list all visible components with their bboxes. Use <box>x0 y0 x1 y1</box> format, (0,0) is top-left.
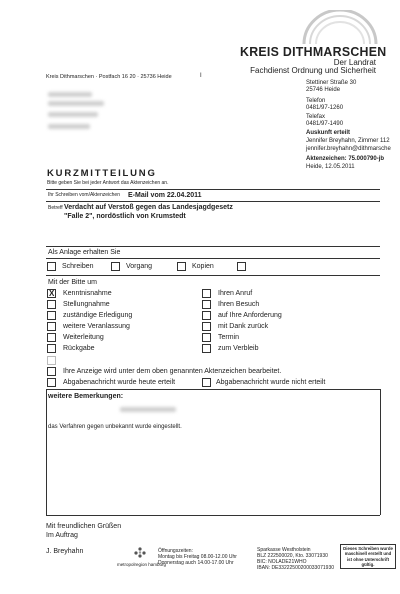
redacted-recipient-line <box>48 101 104 106</box>
form-rule <box>46 275 380 276</box>
request-label: Mit der Bitte um <box>48 279 98 286</box>
address-street: Stettiner Straße 30 <box>306 80 357 86</box>
request-label-besuch: Ihren Besuch <box>218 301 260 308</box>
request-label-veranlassung: weitere Veranlassung <box>63 323 130 330</box>
request-checkbox-verbleib[interactable] <box>202 344 211 353</box>
request-label-anforderung: auf Ihre Anforderung <box>218 312 282 319</box>
request-label-kenntnisnahme: Kenntnisnahme <box>63 290 112 297</box>
remarks-border-left <box>46 389 47 515</box>
landrat-title: Der Landrat <box>333 58 376 67</box>
request-checkbox-erledigung[interactable] <box>47 311 56 320</box>
request-checkbox-anforderung[interactable] <box>202 311 211 320</box>
attachment-checkbox-letter[interactable] <box>47 262 56 271</box>
bank-name: Sparkasse Westholstein <box>257 547 311 553</box>
request-label-stellungnahme: Stellungnahme <box>63 301 110 308</box>
form-rule <box>46 189 380 190</box>
reference-number: Aktenzeichen: 75.000790-jb <box>306 156 385 162</box>
request-checkbox-dank[interactable] <box>202 322 211 331</box>
request-label-termin: Termin <box>218 334 240 341</box>
request-checkbox-kenntnisnahme[interactable] <box>47 289 56 298</box>
status-checkbox-sent-today[interactable] <box>47 378 56 387</box>
fax-label: Telefax <box>306 114 326 120</box>
attachment-label-file: Vorgang <box>126 263 153 270</box>
attachment-checkbox-other[interactable] <box>237 262 246 271</box>
phone-number: 0481/97-1260 <box>306 105 344 111</box>
redacted-recipient-line <box>48 112 98 117</box>
status-processed: Ihre Anzeige wird unter dem oben genannten Aktenzeichen bearbeitet. <box>63 368 282 375</box>
logo-arc-icon <box>298 10 380 46</box>
form-rule <box>46 201 380 202</box>
closing-signature: J. Breyhahn <box>46 548 84 555</box>
contact-name: Jennifer Breyhahn, Zimmer 112 <box>306 138 390 144</box>
attachment-checkbox-copies[interactable] <box>177 262 186 271</box>
request-checkbox-termin[interactable] <box>202 333 211 342</box>
address-city: 25746 Heide <box>306 87 341 93</box>
sender-mark: I <box>200 73 202 79</box>
memo-note: Bitte geben Sie bei jeder Antwort das Aktenzeichen an. <box>47 180 169 186</box>
letter-date: Heide, 12.05.2011 <box>306 164 355 170</box>
remarks-border-right <box>380 389 381 515</box>
request-label-rueckgabe: Rückgabe <box>63 345 95 352</box>
machine-notice: Dieses Schreiben wurde maschinell erstellt und ist ohne Unterschrift gültig. <box>340 544 396 569</box>
request-checkbox-stellungnahme[interactable] <box>47 300 56 309</box>
phone-label: Telefon <box>306 98 326 104</box>
remarks-label: weitere Bemerkungen: <box>48 393 124 400</box>
status-sent-today: Abgabenachricht wurde heute erteilt <box>63 379 176 386</box>
status-checkbox-blank[interactable] <box>47 356 56 365</box>
closing-greeting: Mit freundlichen Grüßen <box>46 523 122 530</box>
hours-title: Öffnungszeiten: <box>158 548 193 554</box>
redacted-recipient-line <box>48 124 90 129</box>
memo-title: KURZMITTEILUNG <box>47 168 157 179</box>
request-checkbox-weiterleitung[interactable] <box>47 333 56 342</box>
attachment-label-letter: Schreiben <box>62 263 94 270</box>
request-label-dank: mit Dank zurück <box>218 323 269 330</box>
status-not-sent: Abgabenachricht wurde nicht erteilt <box>216 379 326 386</box>
bank-bic: BIC: NOLADE21WHO <box>257 559 307 565</box>
attachment-checkbox-file[interactable] <box>111 262 120 271</box>
bank-iban: IBAN: DE33222500200033071930 <box>257 565 335 571</box>
metro-label: metropolregion hamburg <box>117 562 167 567</box>
subject-label: Betreff <box>48 205 63 211</box>
remarks-text: das Verfahren gegen unbekannt wurde eingestellt. <box>48 424 182 430</box>
department-title: Fachdienst Ordnung und Sicherheit <box>250 66 376 75</box>
sender-line: Kreis Dithmarschen · Postfach 16 20 · 25736 Heide <box>46 74 172 80</box>
form-rule <box>46 246 380 247</box>
metropolregion-logo-icon <box>132 545 148 559</box>
org-name: KREIS DITHMARSCHEN <box>240 44 387 59</box>
subject-line-1: Verdacht auf Verstoß gegen das Landesjagdgesetz <box>64 204 233 211</box>
form-rule <box>46 389 380 390</box>
bank-blz: BLZ 222500020, Kto. 33071930 <box>257 553 328 559</box>
request-label-erledigung: zuständige Erledigung <box>63 312 133 319</box>
status-checkbox-not-sent[interactable] <box>202 378 211 387</box>
hours-line-2: Donnerstag auch 14.00-17.00 Uhr <box>158 560 234 566</box>
request-checkbox-veranlassung[interactable] <box>47 322 56 331</box>
request-label-verbleib: zum Verbleib <box>218 345 259 352</box>
status-checkbox-processed[interactable] <box>47 367 56 376</box>
form-rule <box>46 258 380 259</box>
attachment-label-copies: Kopien <box>192 263 214 270</box>
subject-line-2: "Falle 2", nordöstlich von Krumstedt <box>64 213 186 220</box>
your-letter-label: Ihr Schreiben vom/Aktenzeichen <box>48 192 120 198</box>
form-rule <box>46 515 380 516</box>
hours-line-1: Montag bis Freitag 08.00-12.00 Uhr <box>158 554 237 560</box>
fax-number: 0481/97-1490 <box>306 121 344 127</box>
request-checkbox-anruf[interactable] <box>202 289 211 298</box>
request-checkbox-besuch[interactable] <box>202 300 211 309</box>
closing-on-behalf: Im Auftrag <box>46 532 78 539</box>
contact-email: jennifer.breyhahn@dithmarsche <box>306 146 391 152</box>
request-label-weiterleitung: Weiterleitung <box>63 334 104 341</box>
contact-label: Auskunft erteilt <box>306 130 351 136</box>
attachments-label: Als Anlage erhalten Sie <box>48 249 121 256</box>
request-label-anruf: Ihren Anruf <box>218 290 253 297</box>
redacted-recipient-line <box>48 92 92 97</box>
request-checkbox-rueckgabe[interactable] <box>47 344 56 353</box>
your-letter-value: E-Mail vom 22.04.2011 <box>128 192 202 199</box>
redacted-remark <box>120 407 176 412</box>
